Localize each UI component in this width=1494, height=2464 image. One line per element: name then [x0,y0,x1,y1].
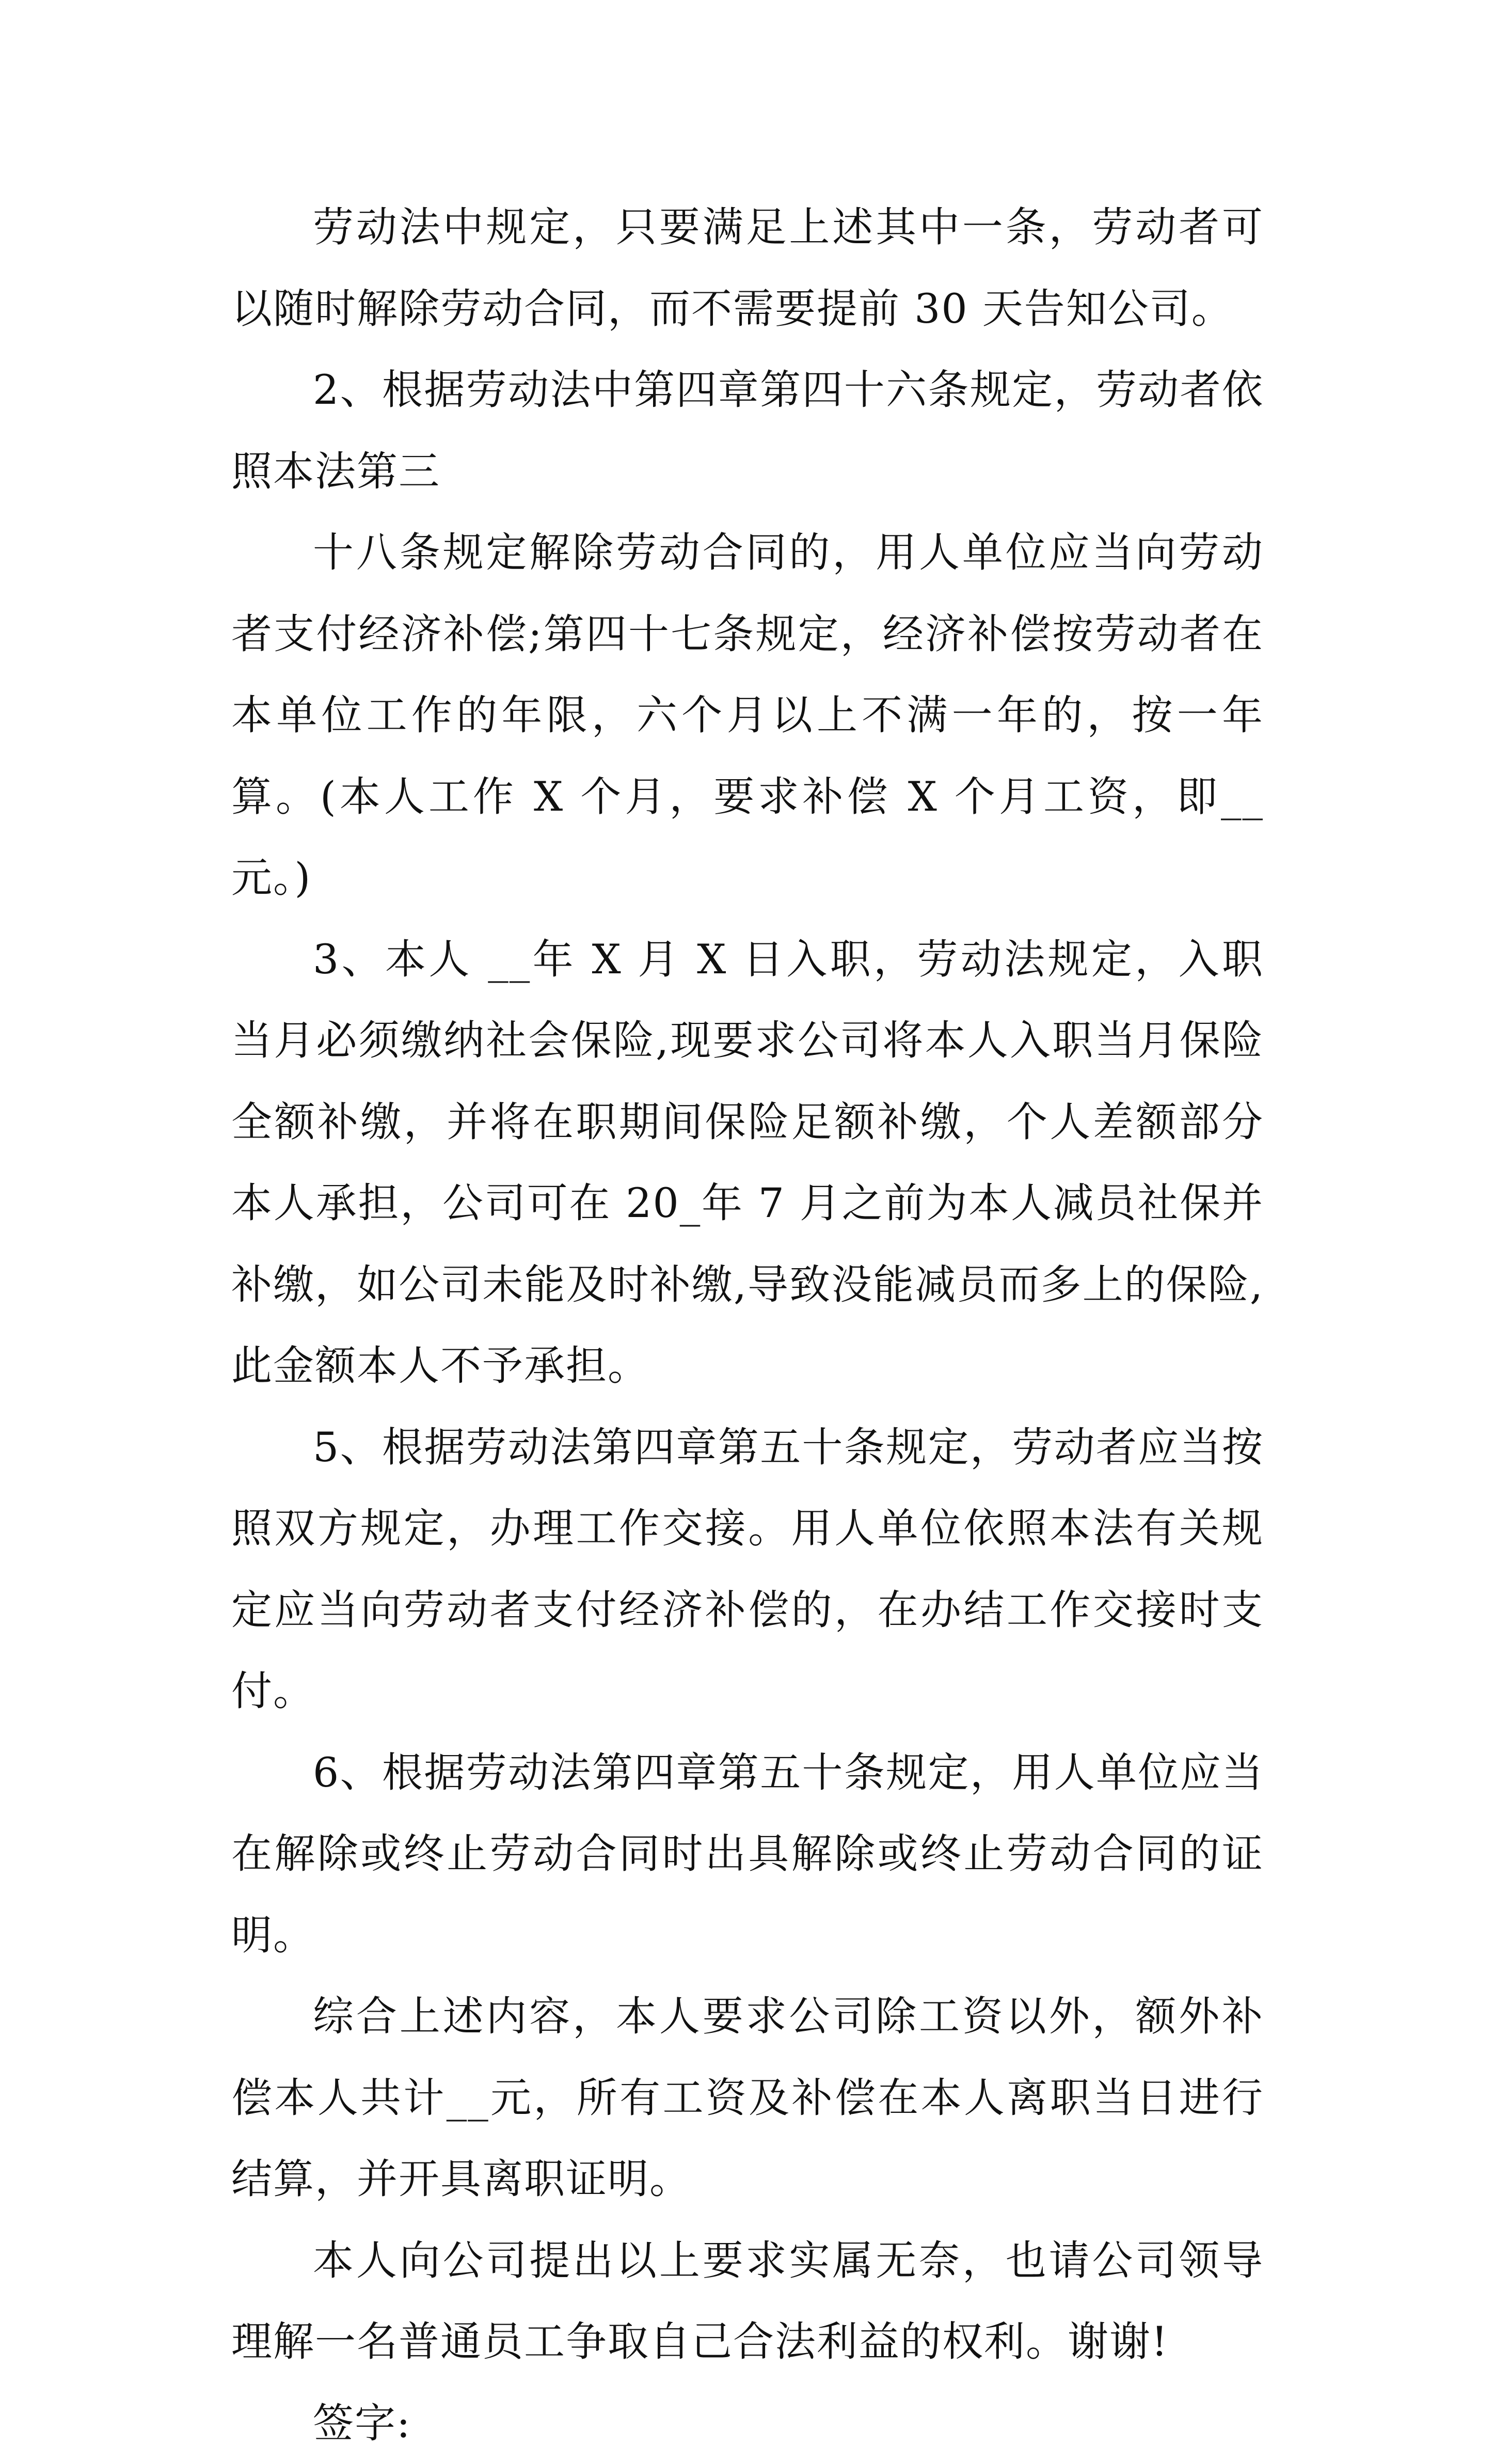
paragraph-4: 3、本人 __年 X 月 X 日入职，劳动法规定，入职当月必须缴纳社会保险,现要求公司将本人入职当月保险全额补缴，并将在职期间保险足额补缴，个人差额部分本人承担，公司可在 20_年 7 月之前为本人减员社保并补缴，如公司未能及时补缴,导致没能减员而多上的保险,此金额本人不予承担。 [231,919,1264,1407]
paragraph-2: 2、根据劳动法中第四章第四十六条规定，劳动者依照本法第三 [231,350,1264,512]
signature-label: 签字: [231,2383,1264,2464]
paragraph-7: 综合上述内容，本人要求公司除工资以外，额外补偿本人共计__元，所有工资及补偿在本人离职当日进行结算，并开具离职证明。 [231,1976,1264,2220]
document-body [231,187,1264,2464]
paragraph-3: 十八条规定解除劳动合同的，用人单位应当向劳动者支付经济补偿;第四十七条规定，经济补偿按劳动者在本单位工作的年限，六个月以上不满一年的，按一年算。(本人工作 X 个月，要求补偿 X 个月工资，即__元。) [231,512,1264,919]
paragraph-8: 本人向公司提出以上要求实属无奈，也请公司领导理解一名普通员工争取自己合法利益的权利。谢谢! [231,2220,1264,2383]
paragraph-6: 6、根据劳动法第四章第五十条规定，用人单位应当在解除或终止劳动合同时出具解除或终止劳动合同的证明。 [231,1732,1264,1977]
paragraph-1: 劳动法中规定，只要满足上述其中一条，劳动者可以随时解除劳动合同，而不需要提前 30 天告知公司。 [231,187,1264,350]
paragraph-5: 5、根据劳动法第四章第五十条规定，劳动者应当按照双方规定，办理工作交接。用人单位依照本法有关规定应当向劳动者支付经济补偿的，在办结工作交接时支付。 [231,1407,1264,1732]
